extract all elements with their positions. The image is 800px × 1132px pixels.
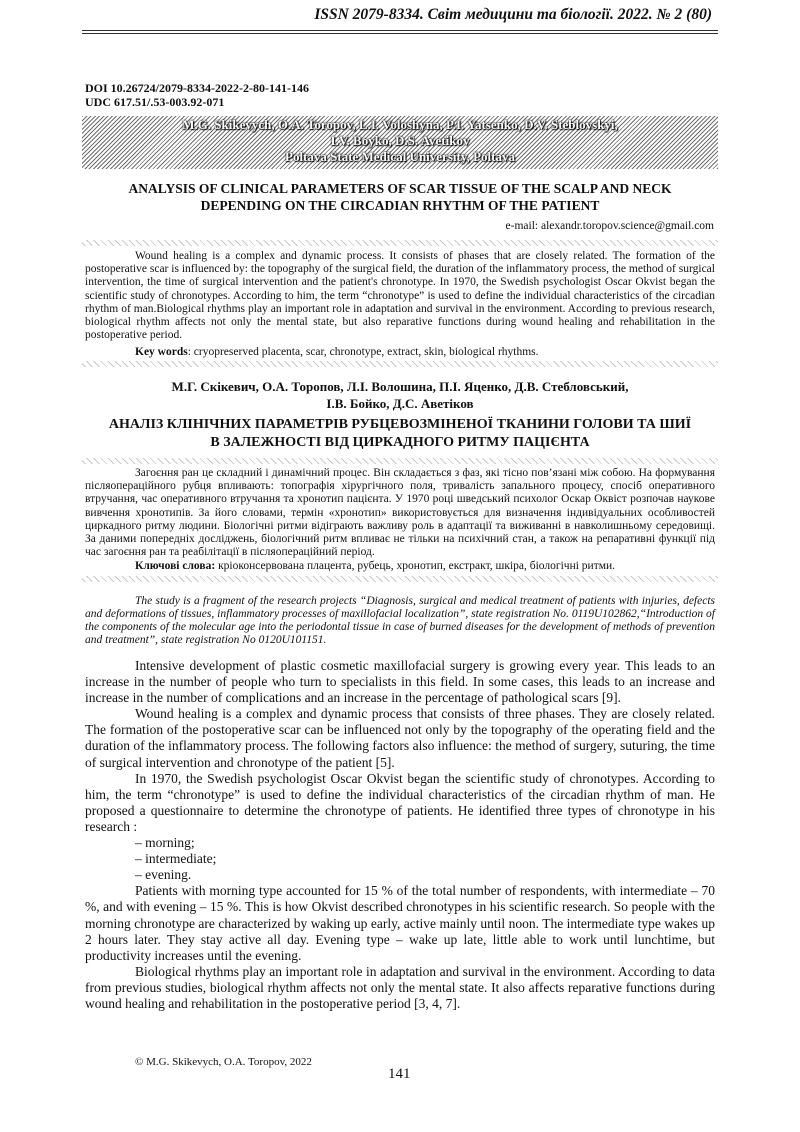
body-text — [85, 658, 715, 1012]
title-ua-line2: В ЗАЛЕЖНОСТІ ВІД ЦИРКАДНОГО РИТМУ ПАЦІЄНТА — [210, 435, 590, 450]
udc: UDC 617.51/.53-003.92-071 — [85, 95, 225, 109]
title-ua — [82, 416, 718, 452]
journal-header: ISSN 2079-8334. Світ медицини та біології. 2022. № 2 (80) — [314, 6, 712, 23]
abstract-ua: Загоєння ран це складний і динамічний процес. Він складається з фаз, які тісно пов’язані між собою. На формування післяопераційного рубця впливають: топографія хірургічного поля, тривалість запального процесу, спосіб оперативного втручання, час оперативного втручання та хронотип пацієнта. У 1970 році шведський психолог Оскар Оквіст розпочав наукове вивчення хронотипів. За його словами, термін «хронотип» використовується для визначення індивідуальних особливостей циркадного ритму людини. Біологічні ритми відіграють важливу роль в адаптації та виживанні в навколишньому середовищі. За даними попередніх досліджень, біологічний ритм впливає не тільки на психічний стан, а також на репаративні функції під час загоєння ран та реабілітації в післяопераційний період. — [85, 467, 715, 559]
list-item: – intermediate; — [135, 851, 217, 867]
authors-ua — [82, 378, 718, 412]
body-paragraph: In 1970, the Swedish psychologist Oscar Okvist began the scientific study of chronotypes. According to him, the term “chronotype” is used to define the individual characteristics of the circadian rhythm of man. He proposed a questionnaire to determine the chronotype of patients. He identified three types of chronotype in his research : — [85, 770, 715, 834]
authors-ua-line2: І.В. Бойко, Д.С. Аветіков — [326, 396, 474, 411]
separator-wave — [82, 361, 718, 367]
keywords-en-label: Key words — [135, 346, 188, 358]
doi: DOI 10.26724/2079-8334-2022-2-80-141-146 — [85, 81, 309, 95]
page-number: 141 — [388, 1066, 411, 1082]
body-paragraph: Intensive development of plastic cosmetic maxillofacial surgery is growing every year. This leads to an increase in the number of people who turn to specialists in this field. In some cases, this leads to an increase and increase in the number of complications and an increase in the percentage of pathological scars [9]. — [85, 658, 715, 706]
title-en-line1: ANALYSIS OF CLINICAL PARAMETERS OF SCAR TISSUE OF THE SCALP AND NECK — [128, 181, 672, 196]
list-item: – morning; — [135, 835, 195, 851]
separator-wave — [82, 458, 718, 464]
funding-note: The study is a fragment of the research projects “Diagnosis, surgical and medical treatment of patients with injuries, defects and deformations of tissues, inflammatory processes of maxillofacial localization”, state registration No. 0119U102862,“Introduction of the components of the molecular age into the periodontal tissue in case of burned diseases for the development of methods of prevention and treatment”, state registration No 0120U101151. — [85, 595, 715, 646]
body-paragraph: Patients with morning type accounted for 15 % of the total number of respondents, with intermediate – 70 %, and with evening – 15 %. This is how Okvist described chronotypes in his scientific research. So people with the morning chronotype are characterized by waking up early, active mainly until noon. The intermediate type wakes up 2 hours later. They stay active all day. Evening type – wake up late, little able to work until lunchtime, but productivity increases until the evening. — [85, 883, 715, 963]
abstract-en: Wound healing is a complex and dynamic process. It consists of phases that are closely related. The formation of the postoperative scar is influenced by: the topography of the surgical field, the duration of the inflammatory process, the method of surgical intervention, the time of surgical intervention and the patient's chronotype. In 1970, the Swedish psychologist Oscar Okvist began the scientific study of chronotypes. According to him, the term “chronotype” is used to define the individual characteristics of the circadian rhythm of man.Biological rhythms play an important role in adaptation and survival in the environment. According to previous research, biological rhythm affects not only the mental state, but also reparative functions during wound healing and rehabilitation in the postoperative period. — [85, 250, 715, 342]
list-item: – evening. — [135, 867, 192, 883]
title-ua-line1: АНАЛІЗ КЛІНІЧНИХ ПАРАМЕТРІВ РУБЦЕВОЗМІНЕНОЇ ТКАНИНИ ГОЛОВИ ТА ШИЇ — [108, 417, 692, 432]
doi-block — [85, 81, 309, 109]
keywords-ua — [135, 560, 615, 573]
authors-en-line2: I.V. Boyko, D.S. Avetikov — [330, 133, 470, 148]
header-rule — [82, 30, 718, 31]
title-en — [82, 180, 718, 214]
contact-email: e-mail: alexandr.toropov.science@gmail.com — [505, 220, 714, 232]
header-rule-secondary — [82, 33, 718, 34]
title-en-line2: DEPENDING ON THE CIRCADIAN RHYTHM OF THE PATIENT — [200, 198, 600, 213]
affiliation: Poltava State Medical University, Poltava — [285, 149, 515, 164]
keywords-ua-label: Ключові слова: — [135, 560, 216, 572]
authors-ua-line1: М.Г. Скікевич, О.А. Торопов, Л.І. Волошина, П.І. Яценко, Д.В. Стебловський, — [171, 379, 629, 394]
keywords-en-text: : cryopreserved placenta, scar, chronotype, extract, skin, biological rhythms. — [187, 346, 539, 358]
authors-en-line1: M.G. Skikevych, O.A. Toropov, L.I. Voloshyna, P.I. Yatsenko, D.V. Steblovskyi, — [182, 117, 618, 132]
copyright: © M.G. Skikevych, O.A. Toropov, 2022 — [135, 1056, 312, 1068]
separator-wave — [82, 240, 718, 246]
body-paragraph: Biological rhythms play an important role in adaptation and survival in the environment. According to data from previous studies, biological rhythm affects not only the mental state. It also affects reparative functions during wound healing and rehabilitation in the postoperative period [3, 4, 7]. — [85, 963, 715, 1011]
keywords-ua-text: кріоконсервована плацента, рубець, хронотип, екстракт, шкіра, біологічні ритми. — [215, 560, 616, 572]
keywords-en — [135, 346, 539, 359]
separator-wave — [82, 576, 718, 582]
body-paragraph: Wound healing is a complex and dynamic process that consists of three phases. They are closely related. The formation of the postoperative scar can be influenced not only by the topography of the operating field and the duration of the inflammatory process. The following factors also influence: the method of surgery, suturing, the time of surgical intervention and chronotype of the patient [5]. — [85, 706, 715, 770]
authors-en — [82, 117, 718, 165]
